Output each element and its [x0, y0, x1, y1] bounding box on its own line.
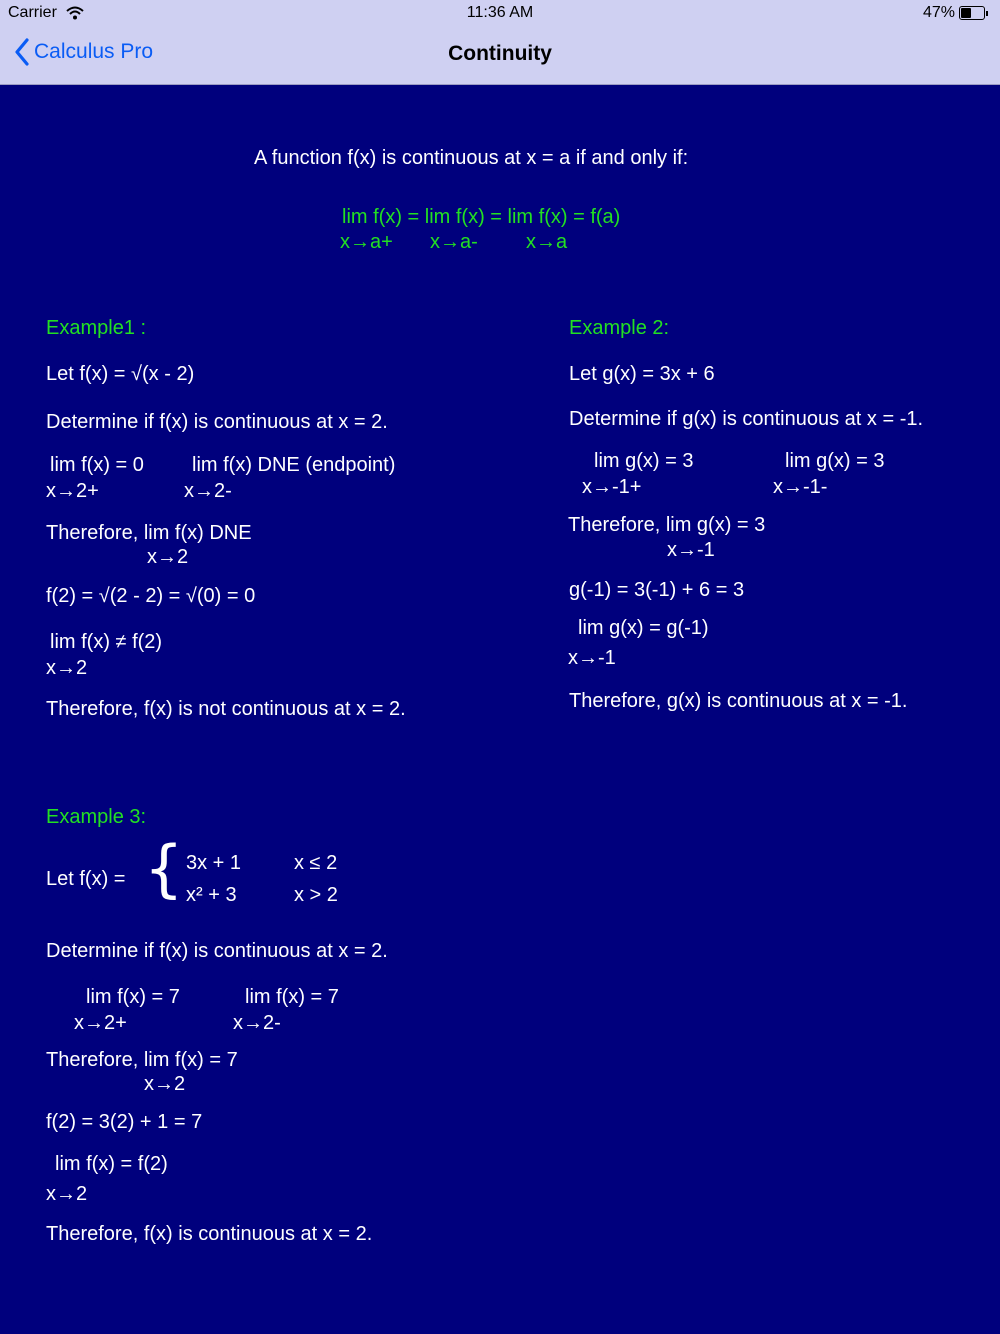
- example3-right-limit: lim f(x) = 7: [86, 986, 180, 1008]
- example1-left-limit: lim f(x) DNE (endpoint): [192, 454, 396, 476]
- example3-piece1-cond: x ≤ 2: [294, 852, 338, 874]
- example1-right-limit: lim f(x) = 0: [50, 454, 144, 476]
- battery-percent: 47%: [922, 4, 955, 21]
- example3-question: Determine if f(x) is continuous at x = 2.: [46, 940, 388, 962]
- example2-evaluation: g(-1) = 3(-1) + 6 = 3: [569, 579, 745, 601]
- example3-let: Let f(x) =: [46, 868, 126, 890]
- example2-let: Let g(x) = 3x + 6: [569, 363, 715, 385]
- definition-sub-left: x→a-: [430, 231, 478, 253]
- example2-left-limit: lim g(x) = 3: [785, 450, 885, 472]
- example1-right-limit-sub: x→2+: [46, 480, 99, 502]
- navigation-bar: [0, 0, 1000, 85]
- definition-intro: A function f(x) is continuous at x = a if and only if:: [254, 147, 689, 169]
- carrier-label: Carrier: [8, 4, 57, 21]
- example1-let: Let f(x) = √(x - 2): [46, 363, 195, 385]
- example1-question: Determine if f(x) is continuous at x = 2.: [46, 411, 388, 433]
- example3-therefore-limit: Therefore, lim f(x) = 7: [46, 1049, 238, 1071]
- example2-question: Determine if g(x) is continuous at x = -1.: [569, 408, 924, 430]
- example3-therefore-limit-sub: x→2: [144, 1073, 186, 1095]
- definition-formula: lim f(x) = lim f(x) = lim f(x) = f(a): [342, 206, 621, 228]
- example1-evaluation: f(2) = √(2 - 2) = √(0) = 0: [46, 585, 256, 607]
- battery-indicator: [923, 4, 988, 22]
- example3-equality-sub: x→2: [46, 1183, 88, 1205]
- example3-left-limit: lim f(x) = 7: [245, 986, 339, 1008]
- example1-inequality: lim f(x) ≠ f(2): [50, 631, 163, 653]
- example1-conclusion: Therefore, f(x) is not continuous at x = 2.: [46, 698, 406, 720]
- definition-sub-two-sided: x→a: [526, 231, 568, 253]
- example2-equality-sub: x→-1: [568, 647, 616, 669]
- example1-title: Example1 :: [46, 317, 147, 339]
- example3-piece2-cond: x > 2: [294, 884, 338, 906]
- example1-therefore-limit: Therefore, lim f(x) DNE: [46, 522, 252, 544]
- example3-left-limit-sub: x→2-: [233, 1012, 281, 1034]
- example2-conclusion: Therefore, g(x) is continuous at x = -1.: [569, 690, 908, 712]
- example2-title: Example 2:: [569, 317, 670, 339]
- example3-right-limit-sub: x→2+: [74, 1012, 127, 1034]
- example2-right-limit-sub: x→-1+: [582, 476, 642, 498]
- example2-left-limit-sub: x→-1-: [773, 476, 828, 498]
- example3-piece1-expr: 3x + 1: [186, 852, 242, 874]
- back-label: Calculus Pro: [34, 40, 154, 63]
- example3-conclusion: Therefore, f(x) is continuous at x = 2.: [46, 1223, 373, 1245]
- example2-right-limit: lim g(x) = 3: [594, 450, 694, 472]
- example2-therefore-limit-sub: x→-1: [667, 539, 715, 561]
- example2-equality: lim g(x) = g(-1): [578, 617, 709, 639]
- example1-left-limit-sub: x→2-: [184, 480, 232, 502]
- page-title: Continuity: [448, 42, 552, 65]
- example2-therefore-limit: Therefore, lim g(x) = 3: [568, 514, 766, 536]
- example3-evaluation: f(2) = 3(2) + 1 = 7: [46, 1111, 203, 1133]
- example3-piece2-expr: x² + 3: [186, 884, 237, 906]
- piecewise-brace: {: [144, 832, 184, 905]
- battery-icon: [959, 6, 985, 20]
- definition-sub-right: x→a+: [340, 231, 393, 253]
- example1-inequality-sub: x→2: [46, 657, 88, 679]
- example3-title: Example 3:: [46, 806, 147, 828]
- clock: 11:36 AM: [466, 4, 534, 21]
- example3-equality: lim f(x) = f(2): [55, 1153, 168, 1175]
- example1-therefore-limit-sub: x→2: [147, 546, 189, 568]
